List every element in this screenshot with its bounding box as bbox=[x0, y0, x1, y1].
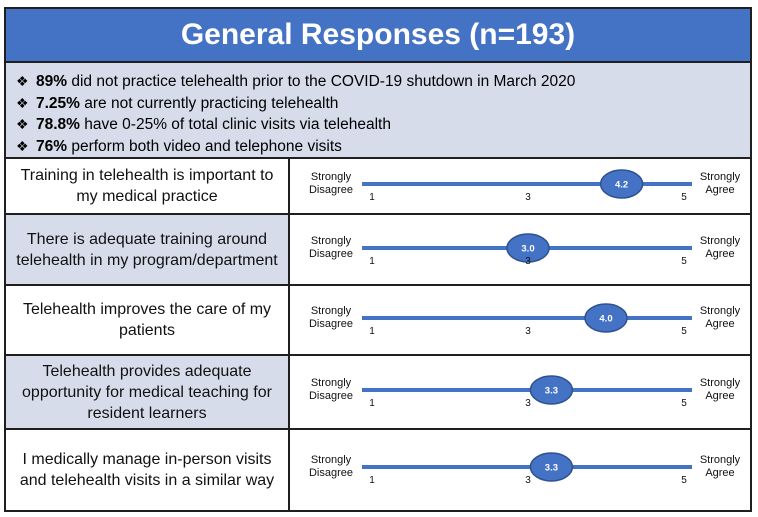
tick-label: 1 bbox=[369, 475, 375, 486]
statement-text: There is adequate training around telehealth in my program/department bbox=[6, 215, 290, 284]
tick-label: 3 bbox=[525, 326, 531, 337]
summary-bullets bbox=[6, 63, 750, 159]
mean-value-label: 3.3 bbox=[544, 385, 559, 397]
likert-row bbox=[6, 159, 750, 215]
scale-right-label: Strongly Agree bbox=[699, 171, 741, 196]
likert-row bbox=[6, 215, 750, 286]
tick-label: 3 bbox=[525, 475, 531, 486]
scale-left-label: Strongly Disagree bbox=[308, 235, 354, 260]
scale-graphic bbox=[290, 159, 750, 215]
tick-label: 3 bbox=[525, 398, 531, 409]
likert-row bbox=[6, 286, 750, 356]
scale-left-label: Strongly Disagree bbox=[308, 171, 354, 196]
likert-scale bbox=[290, 430, 750, 510]
tick-label: 5 bbox=[681, 398, 687, 409]
tick-label: 3 bbox=[525, 192, 531, 203]
likert-scale bbox=[290, 286, 750, 354]
mean-value-label: 4.0 bbox=[599, 313, 613, 325]
likert-row bbox=[6, 356, 750, 430]
statement-text: Telehealth improves the care of my patients bbox=[6, 286, 290, 354]
scale-left-label: Strongly Disagree bbox=[308, 377, 354, 402]
page-title: General Responses (n=193) bbox=[180, 18, 576, 51]
diamond-bullet-icon: ❖ bbox=[16, 137, 29, 154]
scale-right-label: Strongly Agree bbox=[699, 235, 741, 260]
mean-value-label: 3.3 bbox=[544, 462, 559, 474]
statement-text: I medically manage in-person visits and telehealth visits in a similar way bbox=[6, 430, 290, 510]
scale-graphic bbox=[290, 286, 750, 356]
scale-left-label: Strongly Disagree bbox=[308, 454, 354, 479]
mean-value-label: 4.2 bbox=[614, 179, 629, 191]
tick-label: 3 bbox=[525, 256, 531, 267]
scale-right-label: Strongly Agree bbox=[699, 454, 741, 479]
frame bbox=[4, 7, 752, 512]
bullet-item: ❖ 7.25% are not currently practicing telehealth bbox=[16, 94, 339, 112]
scale-graphic bbox=[290, 215, 750, 286]
tick-label: 1 bbox=[369, 192, 375, 203]
diamond-bullet-icon: ❖ bbox=[16, 116, 29, 132]
tick-label: 1 bbox=[369, 398, 375, 409]
diamond-bullet-icon: ❖ bbox=[16, 94, 29, 111]
tick-label: 1 bbox=[369, 256, 375, 267]
bullet-item: ❖ 76% perform both video and telephone visits bbox=[16, 137, 342, 155]
scale-graphic bbox=[290, 430, 750, 510]
bullet-item: ❖ 89% did not practice telehealth prior to the COVID-19 shutdown in March 2020 bbox=[16, 73, 576, 90]
scale-right-label: Strongly Agree bbox=[699, 305, 741, 330]
tick-label: 5 bbox=[681, 326, 687, 337]
tick-label: 5 bbox=[681, 192, 687, 203]
bullet-item: ❖ 78.8% have 0-25% of total clinic visits via telehealth bbox=[16, 116, 391, 133]
statement-text: Telehealth provides adequate opportunity for medical teaching for resident learners bbox=[6, 356, 290, 428]
tick-label: 5 bbox=[681, 475, 687, 486]
statement-text: Training in telehealth is important to my medical practice bbox=[6, 159, 290, 213]
diamond-bullet-icon: ❖ bbox=[16, 73, 29, 89]
likert-scale bbox=[290, 356, 750, 428]
title-banner bbox=[6, 9, 750, 63]
scale-right-label: Strongly Agree bbox=[699, 377, 741, 402]
scale-left-label: Strongly Disagree bbox=[308, 305, 354, 330]
tick-label: 5 bbox=[681, 256, 687, 267]
mean-value-label: 3.0 bbox=[521, 243, 535, 255]
likert-scale bbox=[290, 159, 750, 213]
likert-scale bbox=[290, 215, 750, 284]
tick-label: 1 bbox=[369, 326, 375, 337]
scale-graphic bbox=[290, 356, 750, 430]
likert-row bbox=[6, 430, 750, 510]
